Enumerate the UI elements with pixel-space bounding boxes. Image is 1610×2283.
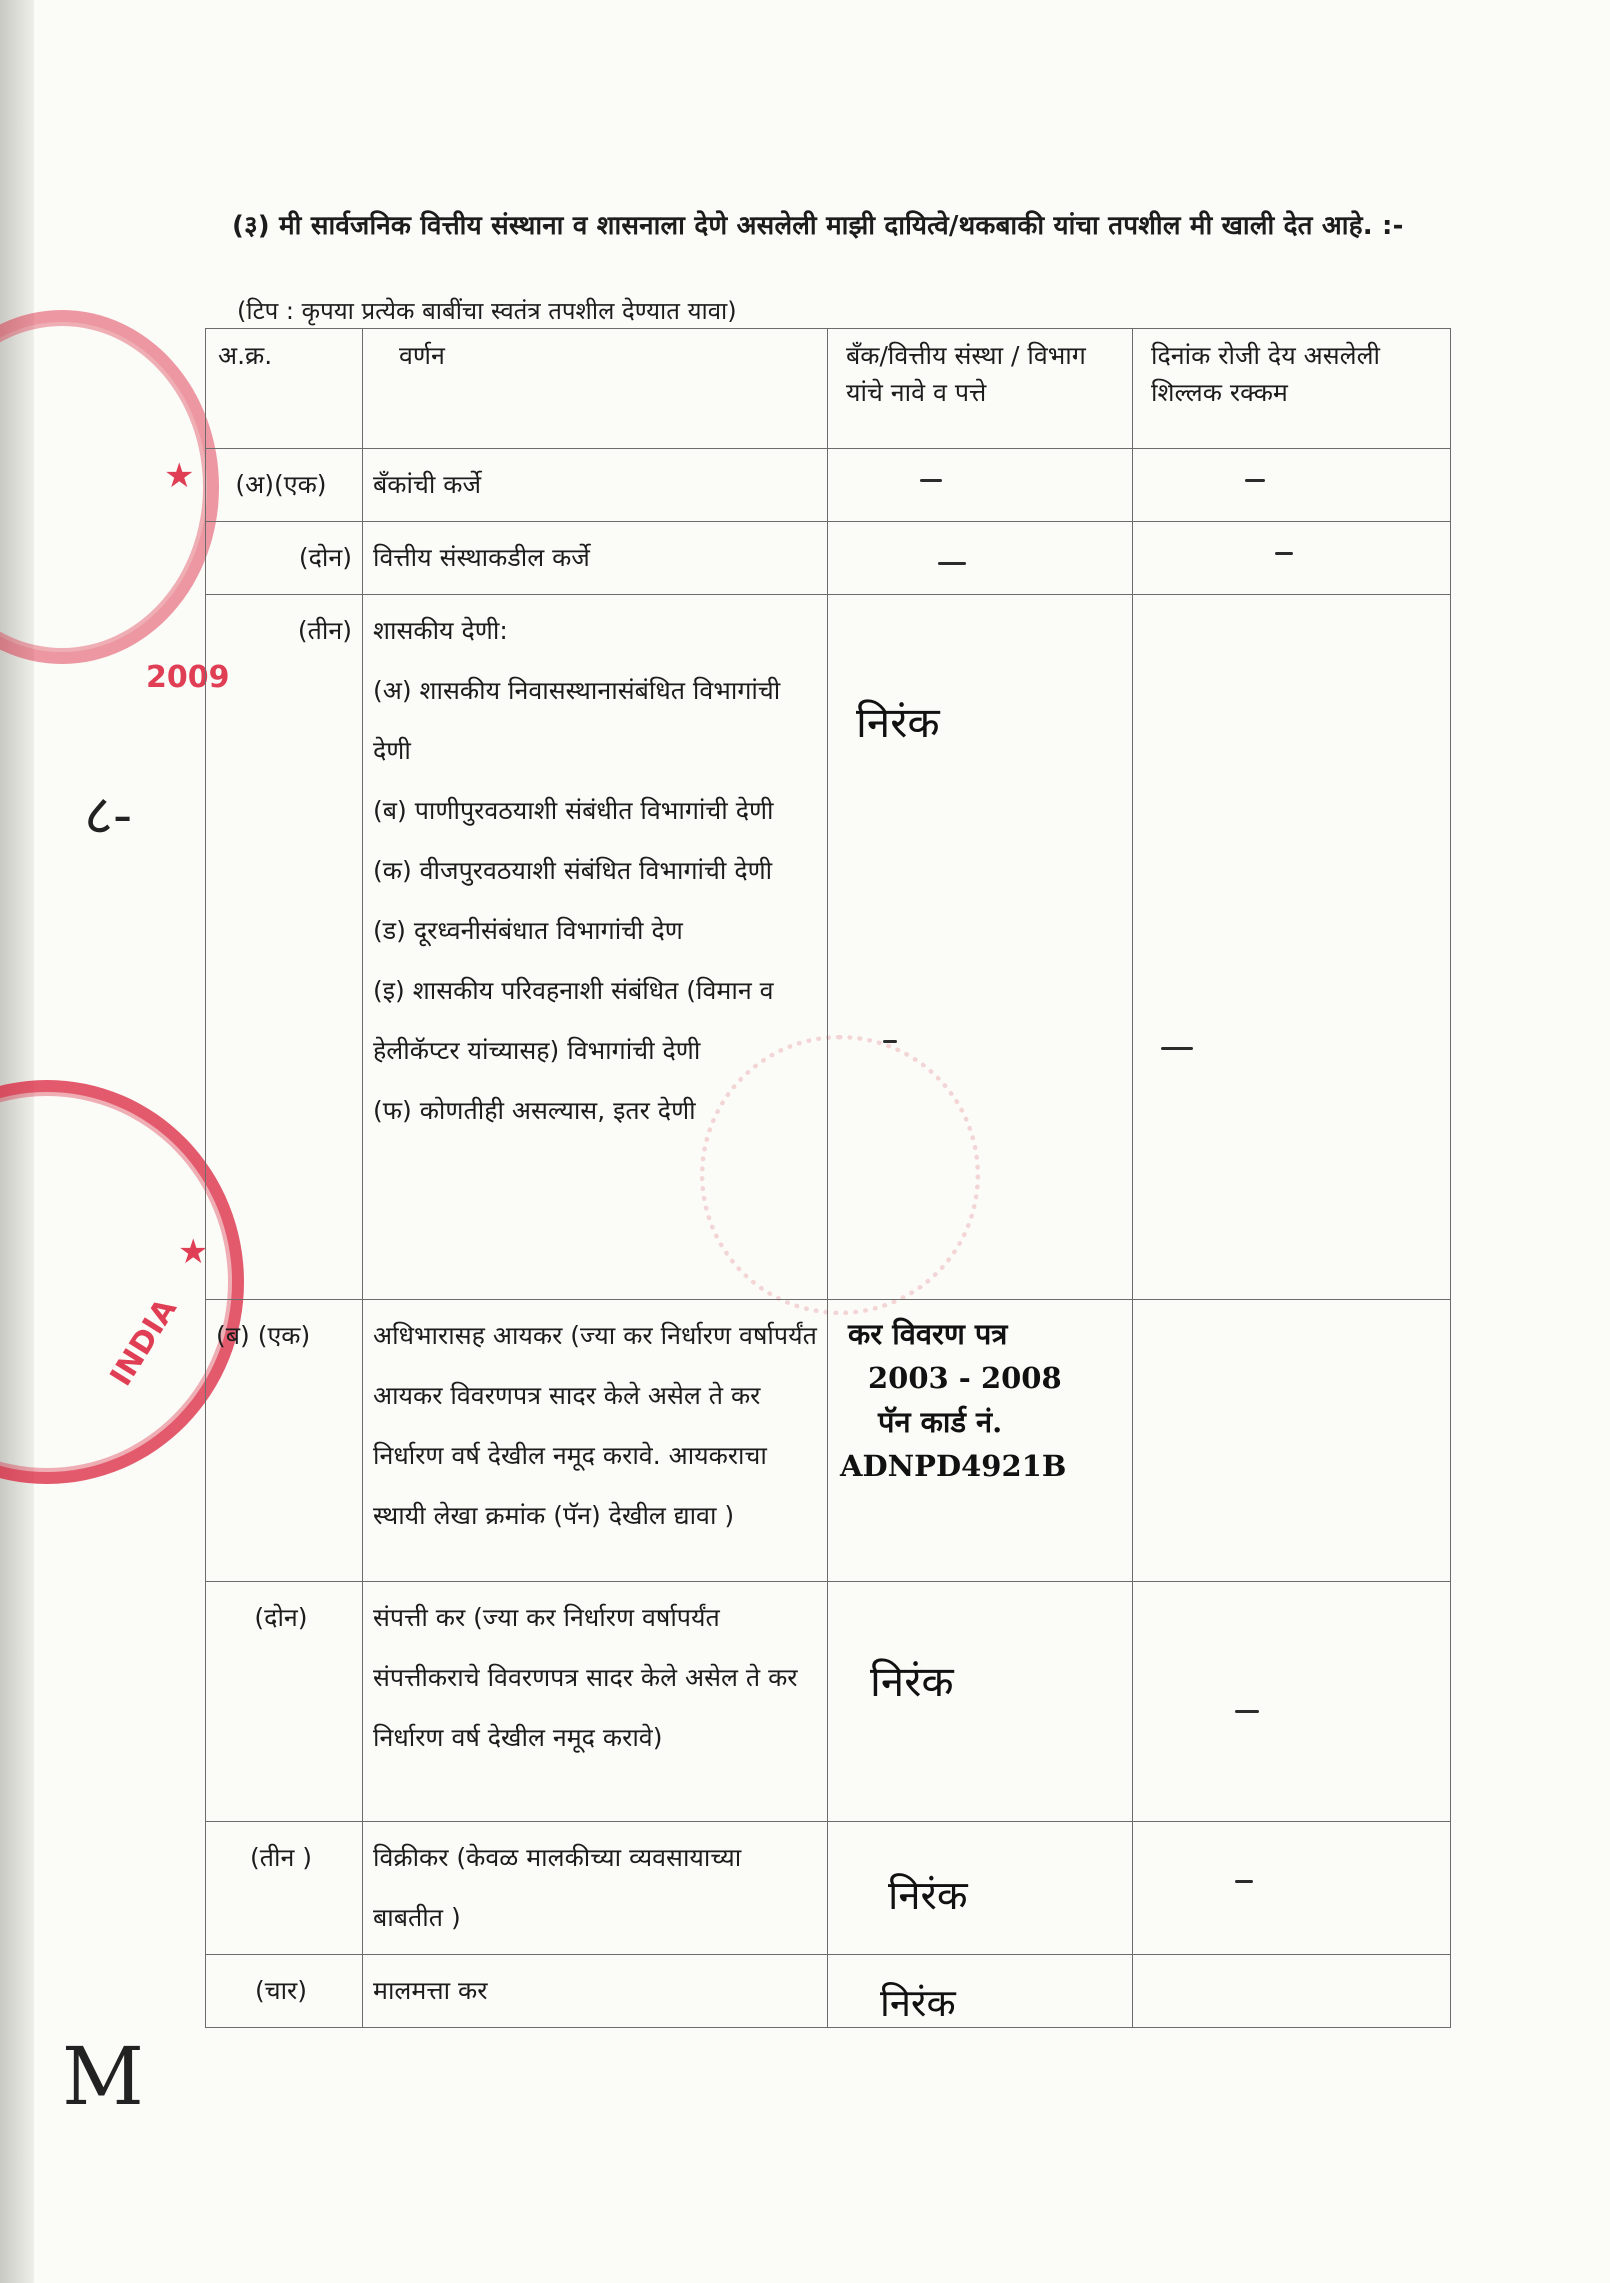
seal-star-icon: ★ (178, 1232, 209, 1272)
nil-dash (920, 479, 942, 482)
institution-cell (828, 1822, 1133, 1955)
tax-return-years: 2003 - 2008 (868, 1361, 1062, 1395)
row-description (363, 595, 828, 1300)
row-description-title: शासकीय देणी: (373, 616, 508, 645)
sub-item: (फ) कोणतीही असल्यास, इतर देणी (373, 1096, 696, 1125)
sub-item: (ब) पाणीपुरवठयाशी संबंधीत विभागांची देणी (373, 796, 774, 825)
row-serial: (तीन ) (206, 1822, 363, 1955)
nil-dash (1235, 1710, 1259, 1713)
nil-dash (938, 562, 966, 565)
row-serial: (ब) (एक) (206, 1300, 363, 1582)
liabilities-table (205, 328, 1451, 2028)
table-row (206, 1822, 1451, 1955)
header-serial: अ.क्र. (206, 329, 363, 449)
row-description: मालमत्ता कर (363, 1955, 828, 2028)
amount-cell (1133, 449, 1451, 522)
table-row (206, 1955, 1451, 2028)
row-serial: (दोन) (206, 522, 363, 595)
sub-item: (इ) शासकीय परिवहनाशी संबंधित (विमान व हेलीकॅप्टर यांच्यासह) विभागांची देणी (373, 976, 774, 1065)
institution-cell (828, 595, 1133, 1300)
institution-cell (828, 449, 1133, 522)
table-row (206, 1582, 1451, 1822)
sub-item: (क) वीजपुरवठयाशी संबंधित विभागांची देणी (373, 856, 773, 885)
row-serial: (दोन) (206, 1582, 363, 1822)
seal-country: INDIA (103, 1292, 184, 1393)
row-description: संपत्ती कर (ज्या कर निर्धारण वर्षापर्यंत संपत्तीकराचे विवरणपत्र सादर केले असेल ते कर निर्धारण वर्ष देखील नमूद करावे) (363, 1582, 828, 1822)
institution-cell (828, 1300, 1133, 1582)
institution-cell (828, 522, 1133, 595)
amount-cell (1133, 1822, 1451, 1955)
amount-cell (1133, 595, 1451, 1300)
row-serial: (तीन) (206, 595, 363, 1300)
row-serial: (चार) (206, 1955, 363, 2028)
tax-return-label: कर विवरण पत्र (848, 1317, 1008, 1351)
table-row (206, 522, 1451, 595)
row-description: बँकांची कर्जे (363, 449, 828, 522)
header-amount: दिनांक रोजी देय असलेली शिल्लक रक्कम (1133, 329, 1451, 449)
section-heading: (३) मी सार्वजनिक वित्तीय संस्थाना व शासनाला देणे असलेली माझी दायित्वे/थकबाकी यांचा तपशील मी खाली देत आहे. :- (232, 211, 1404, 241)
header-institution: बँक/वित्तीय संस्था / विभाग यांचे नावे व पत्ते (828, 329, 1133, 449)
margin-handwritten-mark: ८- (84, 783, 133, 848)
handwritten-nil: निरंक (888, 1873, 968, 1919)
nil-dash (1275, 552, 1293, 555)
amount-cell (1133, 522, 1451, 595)
amount-cell (1133, 1582, 1451, 1822)
nil-dash (883, 1040, 897, 1043)
institution-cell (828, 1955, 1133, 2028)
handwritten-nil: निरंक (870, 1657, 954, 1706)
amount-cell (1133, 1300, 1451, 1582)
nil-dash (1245, 479, 1265, 482)
header-description: वर्णन (363, 329, 828, 449)
pan-label: पॅन कार्ड नं. (878, 1405, 1003, 1439)
nil-dash (1161, 1047, 1193, 1050)
table-header-row (206, 329, 1451, 449)
seal-year: 2009 (146, 660, 230, 695)
row-description: अधिभारासह आयकर (ज्या कर निर्धारण वर्षापर्यंत आयकर विवरणपत्र सादर केले असेल ते कर निर्धारण वर्ष देखील नमूद करावे. आयकराचा स्थायी लेखा क्रमांक (पॅन) देखील द्यावा ) (363, 1300, 828, 1582)
row-serial: (अ)(एक) (206, 449, 363, 522)
handwritten-tax-return-note (840, 1312, 1067, 1488)
pan-number: ADNPD4921B (840, 1449, 1067, 1483)
row-description: वित्तीय संस्थाकडील कर्जे (363, 522, 828, 595)
handwritten-nil: निरंक (880, 1981, 956, 2025)
amount-cell (1133, 1955, 1451, 2028)
sub-item: (अ) शासकीय निवासस्थानासंबंधित विभागांची देणी (373, 676, 781, 765)
sub-item: (ड) दूरध्वनीसंबंधात विभागांची देण (373, 916, 683, 945)
handwritten-nil: निरंक (856, 698, 940, 747)
margin-handwritten-initial: M (62, 2030, 144, 2123)
nil-dash (1235, 1880, 1253, 1883)
instruction-note: (टिप : कृपया प्रत्येक बाबींचा स्वतंत्र तपशील देण्यात यावा) (237, 297, 737, 325)
table-row (206, 1300, 1451, 1582)
institution-cell (828, 1582, 1133, 1822)
row-description: विक्रीकर (केवळ मालकीच्या व्यवसायाच्या बाबतीत ) (363, 1822, 828, 1955)
seal-star-icon: ★ (164, 456, 195, 496)
table-row (206, 595, 1451, 1300)
table-row (206, 449, 1451, 522)
